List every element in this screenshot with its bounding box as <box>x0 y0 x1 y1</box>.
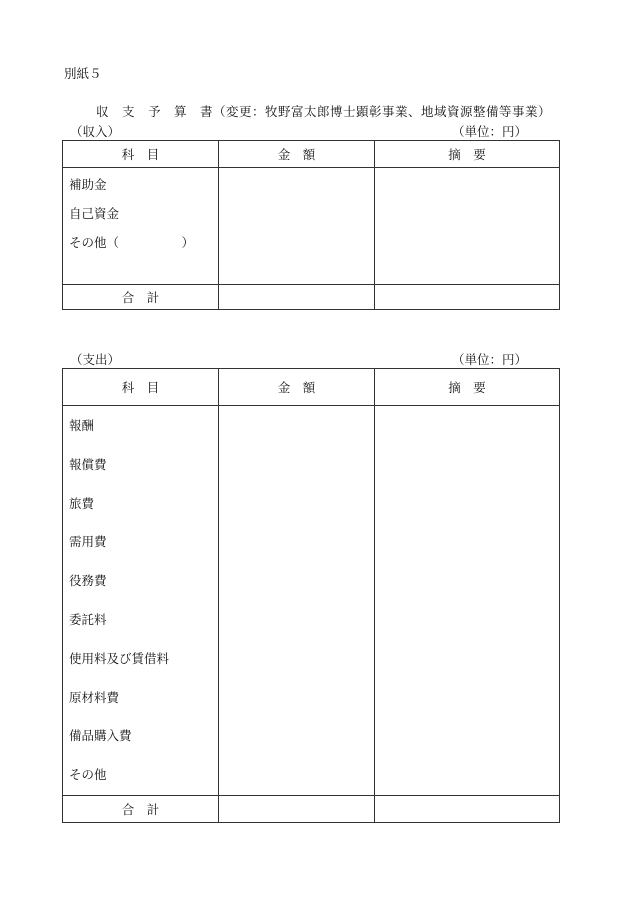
expense-total-row <box>63 795 560 822</box>
income-unit-label: （単位：円） <box>451 124 527 139</box>
expense-section-label: （支出） <box>70 352 121 367</box>
expense-items-list <box>63 406 218 795</box>
expense-header-item: 科 目 <box>63 369 219 406</box>
income-header-amount: 金 額 <box>219 141 375 168</box>
income-total-row <box>63 285 560 310</box>
expense-item-equipment: 備品購入費 <box>69 728 132 744</box>
income-header-remarks: 摘 要 <box>375 141 560 168</box>
document-title: 収 支 予 算 書（変更：牧野富太郎博士顕彰事業、地域資源整備等事業） <box>96 104 552 119</box>
income-total-remarks-cell[interactable] <box>375 285 560 310</box>
income-section-label: （収入） <box>70 124 121 139</box>
expense-body-row <box>63 406 560 796</box>
expense-item-honorarium: 報償費 <box>69 456 107 472</box>
expense-total-label: 合 計 <box>63 795 219 822</box>
income-item-subsidy: 補助金 <box>69 177 107 192</box>
expense-header-amount: 金 額 <box>219 369 375 406</box>
income-header-row <box>63 141 560 168</box>
expense-header-remarks: 摘 要 <box>375 369 560 406</box>
income-items-list <box>63 168 218 257</box>
expense-item-materials: 原材料費 <box>69 689 120 705</box>
expense-header-row <box>63 369 560 406</box>
income-remarks-cell[interactable] <box>375 168 560 285</box>
expense-item-rental: 使用料及び賃借料 <box>69 650 170 666</box>
income-total-label: 合 計 <box>63 285 219 310</box>
expense-item-remuneration: 報酬 <box>69 418 95 433</box>
income-body-row <box>63 168 560 285</box>
expense-table <box>62 368 560 823</box>
income-item-own-funds: 自己資金 <box>69 206 120 221</box>
expense-items-cell <box>63 406 219 796</box>
attachment-label: 別紙５ <box>64 66 102 81</box>
income-table <box>62 140 560 310</box>
expense-item-other: その他 <box>69 767 107 783</box>
expense-remarks-cell[interactable] <box>375 406 560 796</box>
income-header-item: 科 目 <box>63 141 219 168</box>
income-item-other: その他（ ） <box>69 235 195 250</box>
expense-item-services: 役務費 <box>69 573 107 589</box>
expense-total-amount-cell[interactable] <box>219 795 375 822</box>
expense-amount-cell[interactable] <box>219 406 375 796</box>
expense-item-supplies: 需用費 <box>69 534 107 550</box>
expense-total-remarks-cell[interactable] <box>375 795 560 822</box>
income-items-cell <box>63 168 219 285</box>
expense-item-travel: 旅費 <box>69 495 95 511</box>
expense-item-commission: 委託料 <box>69 611 107 627</box>
expense-unit-label: （単位：円） <box>451 352 527 367</box>
income-amount-cell[interactable] <box>219 168 375 285</box>
income-total-amount-cell[interactable] <box>219 285 375 310</box>
